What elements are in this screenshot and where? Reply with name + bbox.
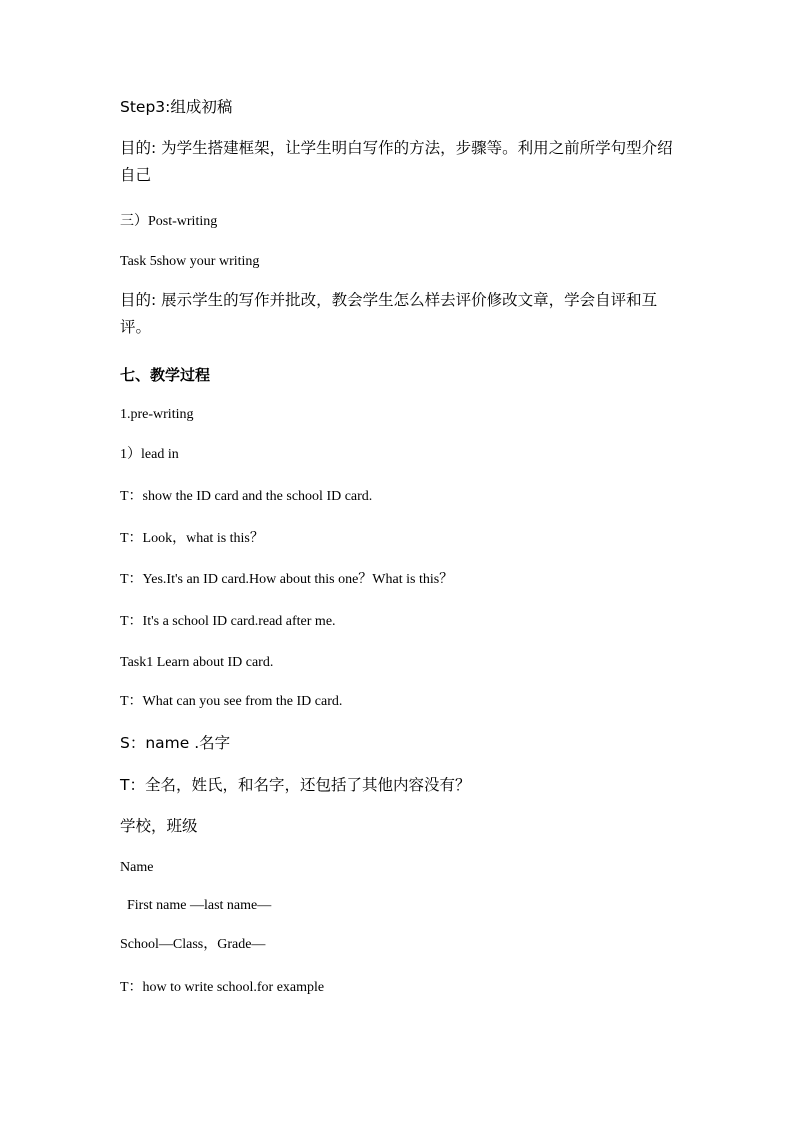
dialogue-line: S：name .名字 — [120, 734, 231, 752]
step3-heading: Step3:组成初稿 — [120, 98, 233, 116]
dialogue-line: T：What can you see from the ID card. — [120, 694, 343, 709]
purpose-paragraph-2: 目的: 展示学生的写作并批改，教会学生怎么样去评价修改文章，学会自评和互评。 — [120, 291, 658, 336]
name-label: Name — [120, 860, 154, 875]
section-heading-teaching-process: 七、教学过程 — [120, 366, 211, 384]
dialogue-line: T：It's a school ID card.read after me. — [120, 614, 336, 629]
lead-in-line: 1）lead in — [120, 447, 179, 462]
first-last-name-line: First name —last name— — [120, 898, 272, 913]
task1-line: Task1 Learn about ID card. — [120, 655, 274, 670]
purpose-paragraph-1: 目的: 为学生搭建框架，让学生明白写作的方法，步骤等。利用之前所学句型介绍自己 — [120, 139, 673, 184]
answer-line: 学校，班级 — [120, 817, 198, 835]
dialogue-line: T：how to write school.for example — [120, 980, 325, 995]
dialogue-line: T：Yes.It's an ID card.How about this one？What is this？ — [120, 572, 454, 587]
pre-writing-line: 1.pre-writing — [120, 407, 194, 422]
dialogue-line: T：全名，姓氏，和名字，还包括了其他内容没有？ — [120, 776, 471, 794]
dialogue-line: T：Look，what is this？ — [120, 531, 264, 546]
dialogue-line: T：show the ID card and the school ID card. — [120, 489, 373, 504]
post-writing-heading: 三）Post-writing — [120, 214, 218, 229]
task5-line: Task 5show your writing — [120, 254, 260, 269]
school-class-grade-line: School—Class，Grade— — [120, 937, 266, 952]
